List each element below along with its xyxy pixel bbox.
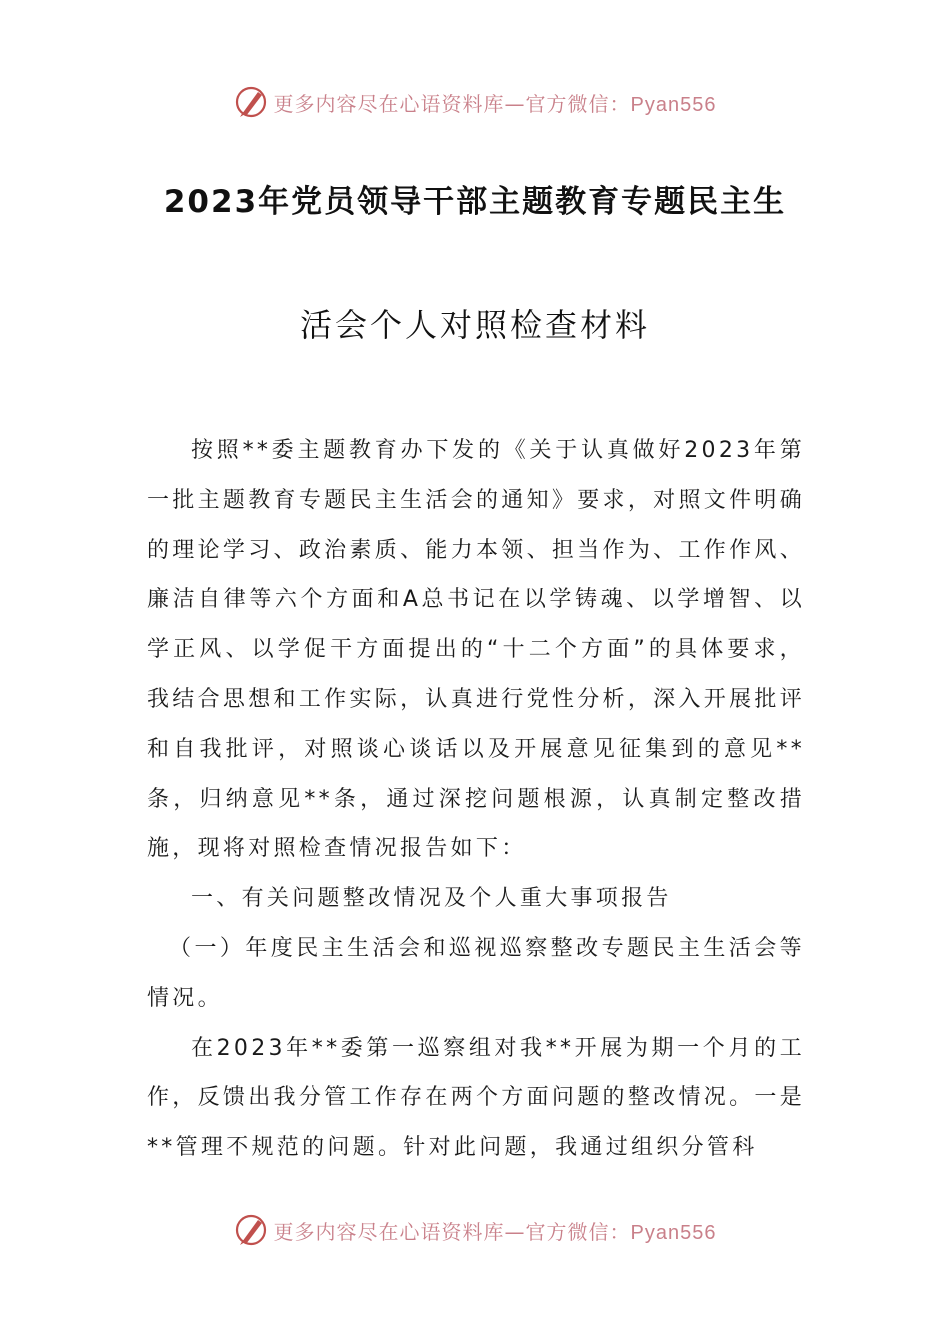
document-body	[147, 426, 805, 1173]
pen-logo-icon	[234, 1212, 270, 1248]
document-title-line-2: 活会个人对照检查材料	[299, 306, 650, 344]
document-title-line-1: 2023年党员领导干部主题教育专题民主生	[163, 184, 787, 220]
watermark-text: 更多内容尽在心语资料库—官方微信：Pyan556	[273, 91, 717, 116]
watermark-header	[0, 84, 950, 120]
watermark-text: 更多内容尽在心语资料库—官方微信：Pyan556	[273, 1219, 717, 1244]
paragraph: 在2023年**委第一巡察组对我**开展为期一个月的工作，反馈出我分管工作存在两个方面问题的整改情况。一是**管理不规范的问题。针对此问题，我通过组织分管科	[147, 1035, 805, 1161]
section-heading: 一、有关问题整改情况及个人重大事项报告	[191, 886, 672, 912]
pen-logo-icon	[234, 84, 270, 120]
subsection-heading: （一）年度民主生活会和巡视巡察整改专题民主生活会等情况。	[147, 935, 805, 1011]
watermark-footer	[0, 1212, 950, 1248]
paragraph: 按照**委主题教育办下发的《关于认真做好2023年第一批主题教育专题民主生活会的通知》要求，对照文件明确的理论学习、政治素质、能力本领、担当作为、工作作风、廉洁自律等六个方面和A总书记在以学铸魂、以学增智、以学正风、以学促干方面提出的“十二个方面”的具体要求，我结合思想和工作实际，认真进行党性分析，深入开展批评和自我批评，对照谈心谈话以及开展意见征集到的意见**条，归纳意见**条，通过深挖问题根源，认真制定整改措施，现将对照检查情况报告如下：	[147, 438, 805, 862]
